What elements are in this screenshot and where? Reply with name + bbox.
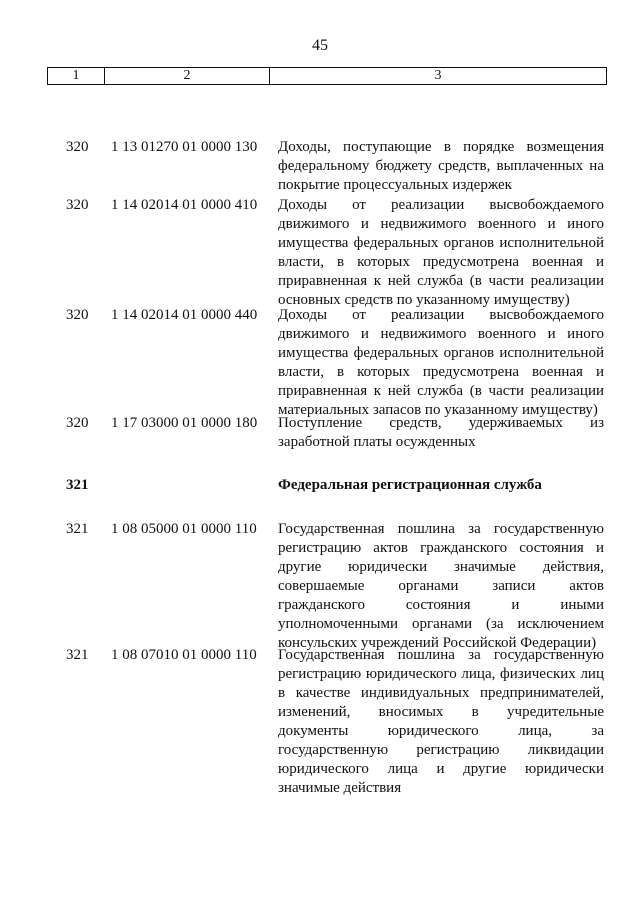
admin-code: 320 xyxy=(66,197,89,213)
kbk-code: 1 08 05000 01 0000 110 xyxy=(111,521,257,537)
kbk-code: 1 08 07010 01 0000 110 xyxy=(111,647,257,663)
admin-code: 320 xyxy=(66,139,89,155)
kbk-code: 1 17 03000 01 0000 180 xyxy=(111,415,258,431)
header-col-1: 1 xyxy=(48,68,105,84)
table-header xyxy=(47,67,607,85)
admin-code: 321 xyxy=(66,521,89,537)
admin-code: 321 xyxy=(66,647,89,663)
row-description: Доходы от реализации высвобождаемого движимого и недвижимого военного и иного имущества федеральных органов исполнительной власти, в которых предусмотрена военная и приравненная к ней служба (в части реализации материальных запасов по указанному имуществу) xyxy=(278,307,604,418)
row-description: Доходы от реализации высвобождаемого движимого и недвижимого военного и иного имущества федеральных органов исполнительной власти, в которых предусмотрена военная и приравненная к ней служба (в части реализации основных средств по указанному имуществу) xyxy=(278,197,604,308)
row-description: Доходы, поступающие в порядке возмещения федеральному бюджету средств, выплаченных на покрытие процессуальных издержек xyxy=(278,139,604,193)
section-title: Федеральная регистрационная служба xyxy=(278,477,542,493)
header-col-2: 2 xyxy=(105,68,270,84)
row-description: Поступление средств, удерживаемых из заработной платы осужденных xyxy=(278,415,604,450)
row-description: Государственная пошлина за государственную регистрацию актов гражданского состояния и другие юридически значимые действия, совершаемые органами записи актов гражданского состояния и иными уполномоченными органами (за исключением консульских учреждений Российской Федерации) xyxy=(278,521,604,651)
header-col-3: 3 xyxy=(434,68,442,83)
kbk-code: 1 13 01270 01 0000 130 xyxy=(111,139,258,155)
page-number: 45 xyxy=(312,37,328,54)
kbk-code: 1 14 02014 01 0000 410 xyxy=(111,197,258,213)
section-admin-code: 321 xyxy=(66,477,89,493)
admin-code: 320 xyxy=(66,307,89,323)
row-description: Государственная пошлина за государственную регистрацию юридического лица, физических лиц в качестве индивидуальных предпринимателей, изменений, вносимых в учредительные документы юридического лица, за государственную регистрацию ликвидации юридического лица и другие юридически значимые действия xyxy=(278,647,604,796)
admin-code: 320 xyxy=(66,415,89,431)
kbk-code: 1 14 02014 01 0000 440 xyxy=(111,307,258,323)
